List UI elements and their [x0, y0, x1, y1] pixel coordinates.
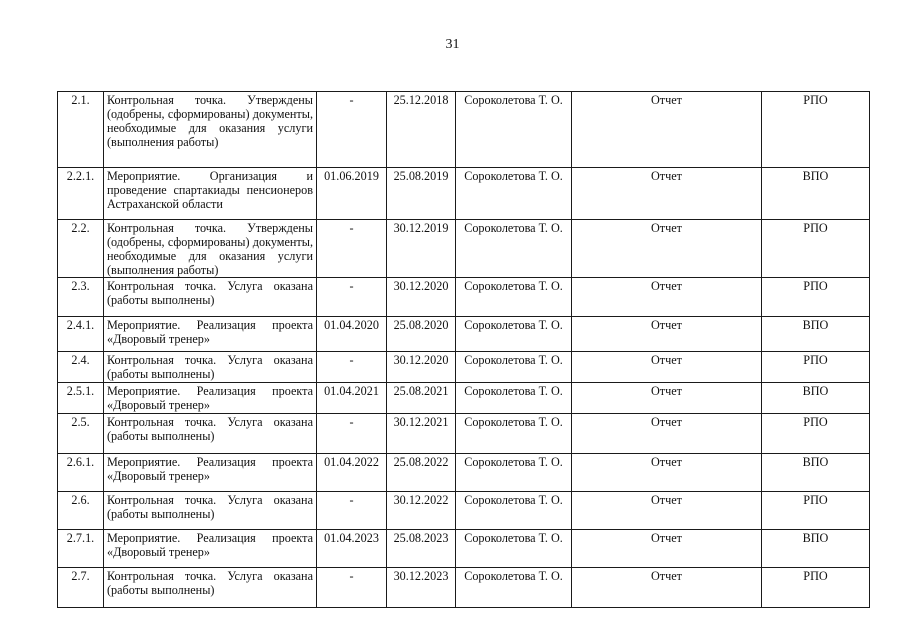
row-responsible: Сороколетова Т. О.: [456, 383, 572, 414]
page-number: 31: [445, 37, 460, 52]
row-description: Мероприятие. Реализация проекта «Дворовый тренер»: [104, 317, 317, 352]
row-start-date: -: [317, 492, 387, 530]
row-result: Отчет: [572, 530, 762, 568]
row-responsible: Сороколетова Т. О.: [456, 92, 572, 168]
row-responsible: Сороколетова Т. О.: [456, 278, 572, 317]
row-level: ВПО: [762, 317, 870, 352]
row-description: Контрольная точка. Услуга оказана (работы выполнены): [104, 414, 317, 454]
row-number: 2.2.: [58, 220, 104, 278]
row-level: ВПО: [762, 383, 870, 414]
row-end-date: 25.12.2018: [387, 92, 456, 168]
row-end-date: 30.12.2023: [387, 568, 456, 608]
row-level: ВПО: [762, 454, 870, 492]
row-responsible: Сороколетова Т. О.: [456, 317, 572, 352]
row-start-date: 01.04.2020: [317, 317, 387, 352]
table-row: [58, 454, 870, 492]
row-description: Контрольная точка. Услуга оказана (работы выполнены): [104, 568, 317, 608]
row-responsible: Сороколетова Т. О.: [456, 352, 572, 383]
row-level: РПО: [762, 414, 870, 454]
row-start-date: 01.04.2021: [317, 383, 387, 414]
row-end-date: 30.12.2020: [387, 352, 456, 383]
row-result: Отчет: [572, 317, 762, 352]
row-result: Отчет: [572, 278, 762, 317]
row-start-date: -: [317, 278, 387, 317]
row-description: Мероприятие. Реализация проекта «Дворовый тренер»: [104, 454, 317, 492]
table-row: [58, 383, 870, 414]
table-row: [58, 568, 870, 608]
row-number: 2.3.: [58, 278, 104, 317]
row-number: 2.7.1.: [58, 530, 104, 568]
row-responsible: Сороколетова Т. О.: [456, 530, 572, 568]
row-responsible: Сороколетова Т. О.: [456, 168, 572, 220]
row-description: Контрольная точка. Услуга оказана (работы выполнены): [104, 492, 317, 530]
table-row: [58, 92, 870, 168]
row-end-date: 25.08.2019: [387, 168, 456, 220]
row-level: РПО: [762, 278, 870, 317]
row-number: 2.7.: [58, 568, 104, 608]
row-result: Отчет: [572, 220, 762, 278]
row-start-date: 01.06.2019: [317, 168, 387, 220]
row-description: Мероприятие. Реализация проекта «Дворовый тренер»: [104, 530, 317, 568]
table-row: [58, 414, 870, 454]
row-start-date: 01.04.2023: [317, 530, 387, 568]
row-result: Отчет: [572, 383, 762, 414]
row-number: 2.4.: [58, 352, 104, 383]
row-start-date: -: [317, 568, 387, 608]
row-result: Отчет: [572, 352, 762, 383]
row-end-date: 25.08.2021: [387, 383, 456, 414]
row-end-date: 25.08.2023: [387, 530, 456, 568]
row-responsible: Сороколетова Т. О.: [456, 568, 572, 608]
row-number: 2.2.1.: [58, 168, 104, 220]
row-number: 2.4.1.: [58, 317, 104, 352]
row-end-date: 30.12.2019: [387, 220, 456, 278]
row-result: Отчет: [572, 92, 762, 168]
row-end-date: 25.08.2020: [387, 317, 456, 352]
row-description: Контрольная точка. Утверждены (одобрены, сформированы) документы, необходимые для оказания услуги (выполнения работы): [104, 220, 317, 278]
table-row: [58, 530, 870, 568]
row-number: 2.6.1.: [58, 454, 104, 492]
row-description: Мероприятие. Организация и проведение спартакиады пенсионеров Астраханской области: [104, 168, 317, 220]
row-result: Отчет: [572, 168, 762, 220]
row-result: Отчет: [572, 492, 762, 530]
row-result: Отчет: [572, 568, 762, 608]
row-start-date: -: [317, 220, 387, 278]
row-start-date: -: [317, 414, 387, 454]
row-description: Контрольная точка. Услуга оказана (работы выполнены): [104, 278, 317, 317]
row-result: Отчет: [572, 414, 762, 454]
table-row: [58, 492, 870, 530]
row-level: РПО: [762, 492, 870, 530]
row-level: РПО: [762, 92, 870, 168]
table-row: [58, 220, 870, 278]
row-start-date: 01.04.2022: [317, 454, 387, 492]
table-row: [58, 278, 870, 317]
table-row: [58, 352, 870, 383]
row-level: РПО: [762, 568, 870, 608]
row-number: 2.1.: [58, 92, 104, 168]
row-start-date: -: [317, 352, 387, 383]
row-number: 2.5.1.: [58, 383, 104, 414]
row-level: РПО: [762, 352, 870, 383]
row-responsible: Сороколетова Т. О.: [456, 492, 572, 530]
row-responsible: Сороколетова Т. О.: [456, 454, 572, 492]
row-result: Отчет: [572, 454, 762, 492]
row-level: ВПО: [762, 530, 870, 568]
row-end-date: 25.08.2022: [387, 454, 456, 492]
row-end-date: 30.12.2021: [387, 414, 456, 454]
row-description: Мероприятие. Реализация проекта «Дворовый тренер»: [104, 383, 317, 414]
row-end-date: 30.12.2020: [387, 278, 456, 317]
row-start-date: -: [317, 92, 387, 168]
row-end-date: 30.12.2022: [387, 492, 456, 530]
row-description: Контрольная точка. Услуга оказана (работы выполнены): [104, 352, 317, 383]
row-responsible: Сороколетова Т. О.: [456, 220, 572, 278]
table-row: [58, 168, 870, 220]
table-row: [58, 317, 870, 352]
row-level: РПО: [762, 220, 870, 278]
row-number: 2.6.: [58, 492, 104, 530]
plan-table: [57, 91, 870, 608]
row-description: Контрольная точка. Утверждены (одобрены, сформированы) документы, необходимые для оказания услуги (выполнения работы): [104, 92, 317, 168]
row-level: ВПО: [762, 168, 870, 220]
row-number: 2.5.: [58, 414, 104, 454]
row-responsible: Сороколетова Т. О.: [456, 414, 572, 454]
